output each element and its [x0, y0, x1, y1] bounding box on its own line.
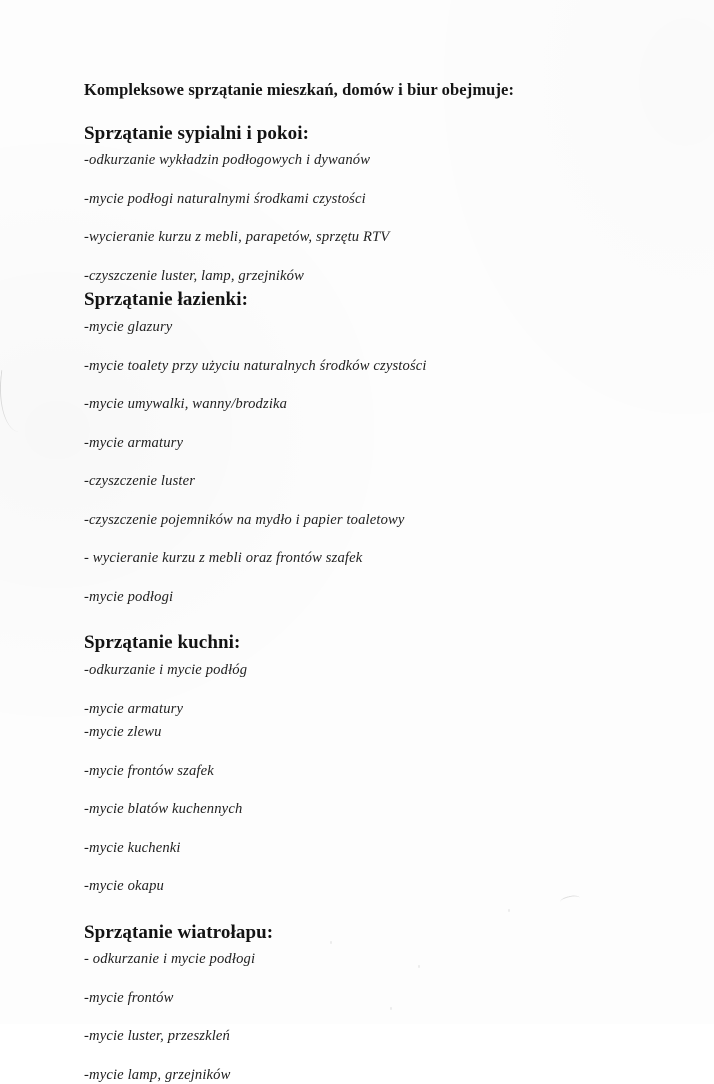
list-item: -mycie podłogi: [84, 588, 174, 605]
list-item: -odkurzanie i mycie podłóg: [84, 662, 248, 679]
list-item: -mycie okapu: [84, 878, 164, 895]
document-title: Kompleksowe sprzątanie mieszkań, domów i biur obejmuje:: [84, 80, 515, 99]
list-item: -mycie kuchenki: [84, 839, 181, 856]
list-item: -mycie glazury: [84, 319, 173, 336]
section-sypialnia: [84, 123, 674, 286]
section-items: [84, 152, 674, 285]
document-content: [84, 80, 674, 1084]
list-item: -czyszczenie luster, lamp, grzejników: [84, 267, 304, 284]
list-item: -odkurzanie wykładzin podłogowych i dywanów: [84, 152, 371, 169]
list-item: -mycie luster, przeszkleń: [84, 1028, 231, 1045]
list-item: -mycie podłogi naturalnymi środkami czystości: [84, 190, 366, 207]
section-items: [84, 662, 674, 896]
section-wiatrolap: [84, 922, 674, 1084]
section-kuchnia: [84, 632, 674, 895]
list-item: -mycie frontów: [84, 989, 174, 1006]
section-heading: Sprzątanie kuchni:: [84, 632, 241, 654]
list-item: -mycie armatury: [84, 700, 184, 717]
section-items: [84, 319, 674, 606]
list-item: - wycieranie kurzu z mebli oraz frontów szafek: [84, 550, 363, 567]
section-lazienka: [84, 289, 674, 606]
list-item: -mycie blatów kuchennych: [84, 801, 243, 818]
list-item: -mycie zlewu: [84, 724, 162, 741]
list-item: -mycie armatury: [84, 434, 184, 451]
list-item: -czyszczenie pojemników na mydło i papier toaletowy: [84, 511, 405, 528]
list-item: -mycie lamp, grzejników: [84, 1066, 231, 1083]
list-item: - odkurzanie i mycie podłogi: [84, 951, 256, 968]
list-item: -mycie umywalki, wanny/brodzika: [84, 396, 288, 413]
list-item: -wycieranie kurzu z mebli, parapetów, sprzętu RTV: [84, 229, 390, 246]
section-heading: Sprzątanie łazienki:: [84, 289, 249, 311]
list-item: -mycie frontów szafek: [84, 762, 214, 779]
list-item: -czyszczenie luster: [84, 473, 196, 490]
scan-artifact-curve: [0, 370, 42, 434]
list-item: -mycie toalety przy użyciu naturalnych środków czystości: [84, 357, 427, 374]
section-items: [84, 951, 674, 1084]
section-heading: Sprzątanie sypialni i pokoi:: [84, 122, 310, 144]
section-heading: Sprzątanie wiatrołapu:: [84, 921, 274, 943]
